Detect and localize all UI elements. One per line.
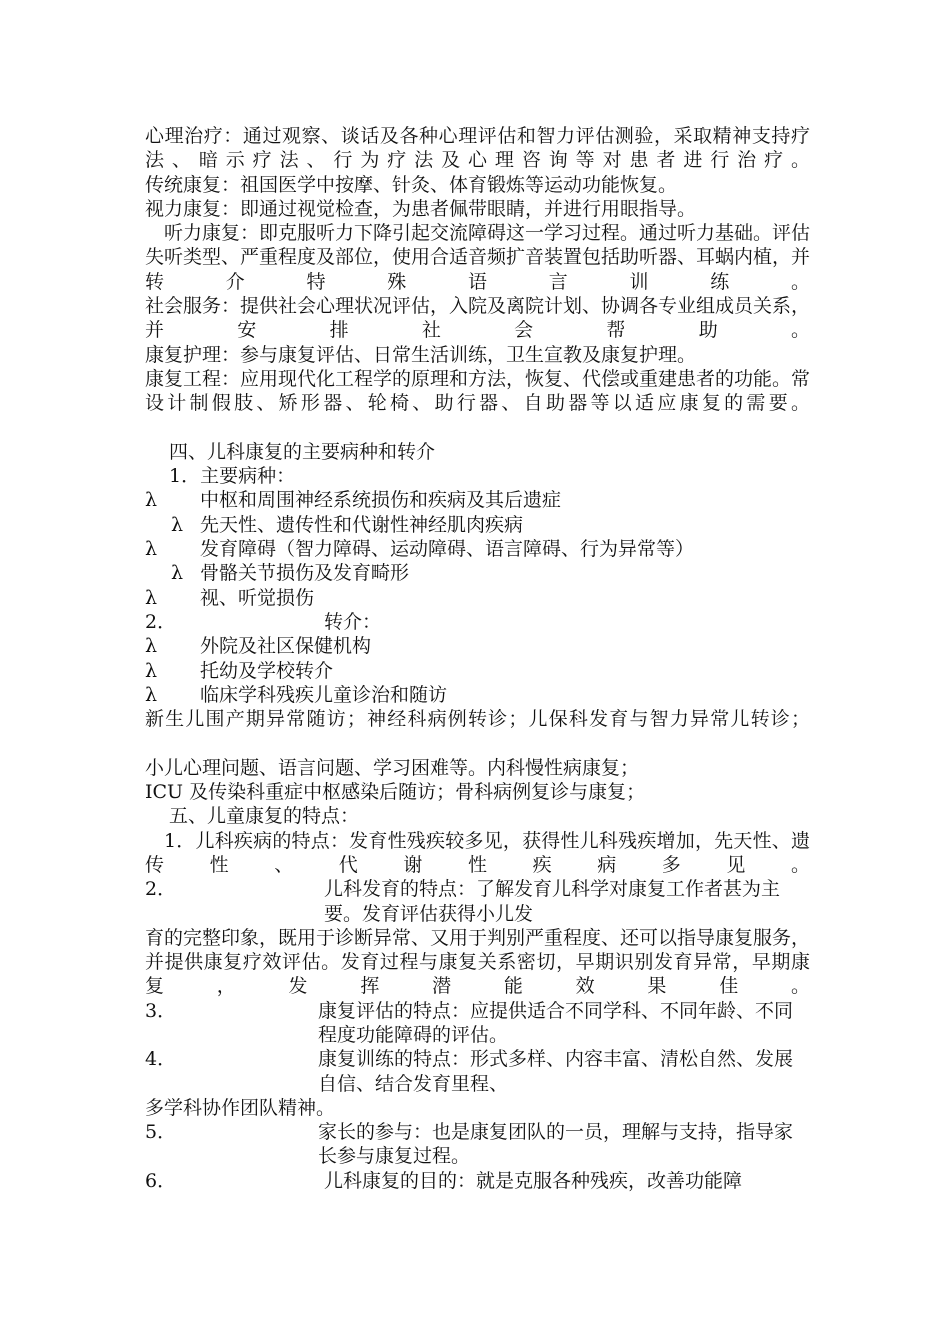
bullet-mark: λ	[145, 538, 158, 561]
paragraph-traditional-rehab: 传统康复：祖国医学中按摩、针灸、体育锻炼等运动功能恢复。	[145, 173, 678, 196]
feature-5: 5． 家长的参与：也是康复团队的一员，理解与支持，指导家长参与康复过程。	[145, 1121, 794, 1168]
bullet-item	[145, 634, 810, 658]
bullet-mark: λ	[171, 513, 184, 536]
bullet-text: 视、听觉损伤	[200, 586, 315, 609]
bullet-item	[145, 586, 810, 610]
bullet-mark: λ	[145, 586, 158, 609]
bullet-item	[145, 659, 810, 683]
section-heading-5: 五、儿童康复的特点：	[169, 805, 360, 828]
paragraph-hearing-rehab: 听力康复：即克服听力下降引起交流障碍这一学习过程。通过听力基础。评估失听类型、严重程度及部位，使用合适音频扩音装置包括助听器、耳蜗内植，并转介特殊语言训练。	[145, 222, 810, 293]
bullet-mark: λ	[145, 659, 158, 682]
bullet-text: 托幼及学校转介	[200, 659, 334, 682]
paragraph-vision-rehab: 视力康复：即通过视觉检查，为患者佩带眼睛，并进行用眼指导。	[145, 197, 697, 220]
bullet-item	[145, 513, 810, 537]
bullet-mark: λ	[145, 635, 158, 658]
bullet-text: 中枢和周围神经系统损伤和疾病及其后遗症	[200, 489, 562, 512]
bullet-item	[145, 561, 810, 585]
paragraph-social-service: 社会服务：提供社会心理状况评估，入院及离院计划、协调各专业组成员关系，并安排社会帮助。	[145, 295, 810, 342]
bullet-mark: λ	[145, 489, 158, 512]
feature-2-continued: 育的完整印象，既用于诊断异常、又用于判别严重程度、还可以指导康复服务，并提供康复疗效评估。发育过程与康复关系密切，早期识别发育异常，早期康复，发挥潜能效果佳。	[145, 926, 810, 998]
paragraph-referral-details-3: ICU 及传染科重症中枢感染后随访；骨科病例复诊与康复；	[145, 781, 646, 804]
bullet-item	[145, 683, 810, 707]
feature-6: 6． 儿科康复的目的：就是克服各种残疾，改善功能障	[145, 1169, 743, 1192]
bullet-text: 骨骼关节损伤及发育畸形	[200, 562, 410, 585]
feature-4: 4． 康复训练的特点：形式多样、内容丰富、清松自然、发展自信、结合发育里程、	[145, 1048, 794, 1095]
bullet-text: 临床学科残疾儿童诊治和随访	[200, 683, 448, 706]
subheading-referral: 2． 转介：	[145, 610, 382, 633]
section-heading-4: 四、儿科康复的主要病种和转介	[169, 440, 436, 463]
feature-4-continued: 多学科协作团队精神。	[145, 1096, 336, 1119]
feature-2: 2． 儿科发育的特点：了解发育儿科学对康复工作者甚为主要。发育评估获得小儿发	[145, 878, 781, 925]
paragraph-rehab-nursing: 康复护理：参与康复评估、日常生活训练，卫生宣教及康复护理。	[145, 343, 697, 366]
paragraph-referral-details-1: 新生儿围产期异常随访；神经科病例转诊；儿保科发育与智力异常儿转诊；	[145, 708, 810, 731]
bullet-item	[145, 537, 810, 561]
subheading-main-diseases: 1．主要病种：	[169, 465, 296, 488]
paragraph-rehab-engineering: 康复工程：应用现代化工程学的原理和方法，恢复、代偿或重建患者的功能。常设计制假肢、矫形器、轮椅、助行器、自助器等以适应康复的需要。	[145, 367, 810, 415]
bullet-text: 外院及社区保健机构	[200, 635, 372, 658]
paragraph-psychotherapy: 心理治疗：通过观察、谈话及各种心理评估和智力评估测验，采取精神支持疗法、暗示疗法、行为疗法及心理咨询等对患者进行治疗。	[145, 125, 810, 172]
bullet-item	[145, 488, 810, 512]
feature-3: 3． 康复评估的特点：应提供适合不同学科、不同年龄、不同程度功能障碍的评估。	[145, 999, 794, 1046]
feature-1: 1．儿科疾病的特点：发育性残疾较多见，获得性儿科残疾增加，先天性、遗传性、代谢性疾病多见。	[145, 829, 810, 876]
document-body	[145, 124, 810, 1193]
paragraph-referral-details-2: 小儿心理问题、语言问题、学习困难等。内科慢性病康复；	[145, 756, 640, 779]
bullet-text: 发育障碍（智力障碍、运动障碍、语言障碍、行为异常等）	[200, 538, 695, 561]
bullet-text: 先天性、遗传性和代谢性神经肌肉疾病	[200, 513, 524, 536]
bullet-mark: λ	[145, 683, 158, 706]
bullet-mark: λ	[171, 562, 184, 585]
